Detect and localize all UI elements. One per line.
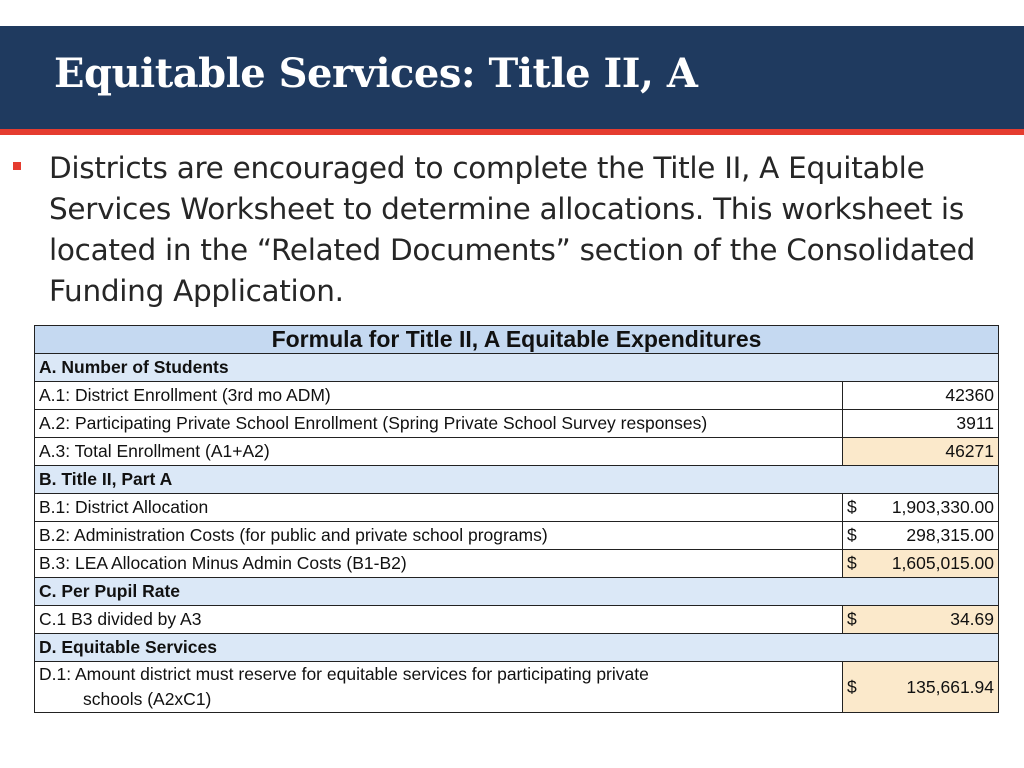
amount: 135,661.94 [906,676,995,697]
section-row [35,466,999,494]
row-label: B.2: Administration Costs (for public and private school programs) [35,522,843,550]
amount: 1,605,015.00 [891,553,995,573]
amount: 298,315.00 [906,525,995,545]
currency-symbol: $ [847,525,857,545]
row-label: A.3: Total Enrollment (A1+A2) [35,438,843,466]
bullet-text: Districts are encouraged to complete the Title II, A Equitable Services Worksheet to determine allocations. This worksheet is located in the “Related Documents” section of the Consolidated Funding Application. [49,151,976,308]
slide-title: Equitable Services: Title II, A [54,50,698,97]
row-value-highlighted [843,606,999,634]
row-label [35,662,843,713]
currency-symbol: $ [847,497,857,517]
table-row [35,438,999,466]
row-value [843,494,999,522]
row-value [843,522,999,550]
row-label: A.1: District Enrollment (3rd mo ADM) [35,382,843,410]
table-row [35,550,999,578]
section-row [35,634,999,662]
row-value: 3911 [843,410,999,438]
row-label: A.2: Participating Private School Enrollment (Spring Private School Survey responses) [35,410,843,438]
table-row [35,410,999,438]
section-b-heading: B. Title II, Part A [35,466,999,494]
row-value-highlighted [843,550,999,578]
row-label: B.3: LEA Allocation Minus Admin Costs (B1-B2) [35,550,843,578]
row-value-highlighted [843,662,999,713]
row-value-highlighted: 46271 [843,438,999,466]
currency-symbol: $ [847,676,857,697]
table-row [35,382,999,410]
currency-symbol: $ [847,553,857,573]
currency-symbol: $ [847,609,857,629]
row-label-line2: schools (A2xC1) [83,689,212,709]
amount: 1,903,330.00 [891,497,995,517]
section-d-heading: D. Equitable Services [35,634,999,662]
amount: 34.69 [950,609,995,629]
table-row [35,494,999,522]
bullet-square-icon [13,162,21,170]
table-row [35,522,999,550]
table-row [35,606,999,634]
row-label: C.1 B3 divided by A3 [35,606,843,634]
section-row [35,578,999,606]
row-label: B.1: District Allocation [35,494,843,522]
formula-table [34,325,999,713]
row-value: 42360 [843,382,999,410]
row-label-line1: D.1: Amount district must reserve for equitable services for participating private [39,664,649,684]
table-row [35,662,999,713]
section-row [35,354,999,382]
section-c-heading: C. Per Pupil Rate [35,578,999,606]
section-a-heading: A. Number of Students [35,354,999,382]
table-title-row [35,326,999,354]
accent-divider [0,129,1024,135]
table-title: Formula for Title II, A Equitable Expenditures [35,326,999,354]
